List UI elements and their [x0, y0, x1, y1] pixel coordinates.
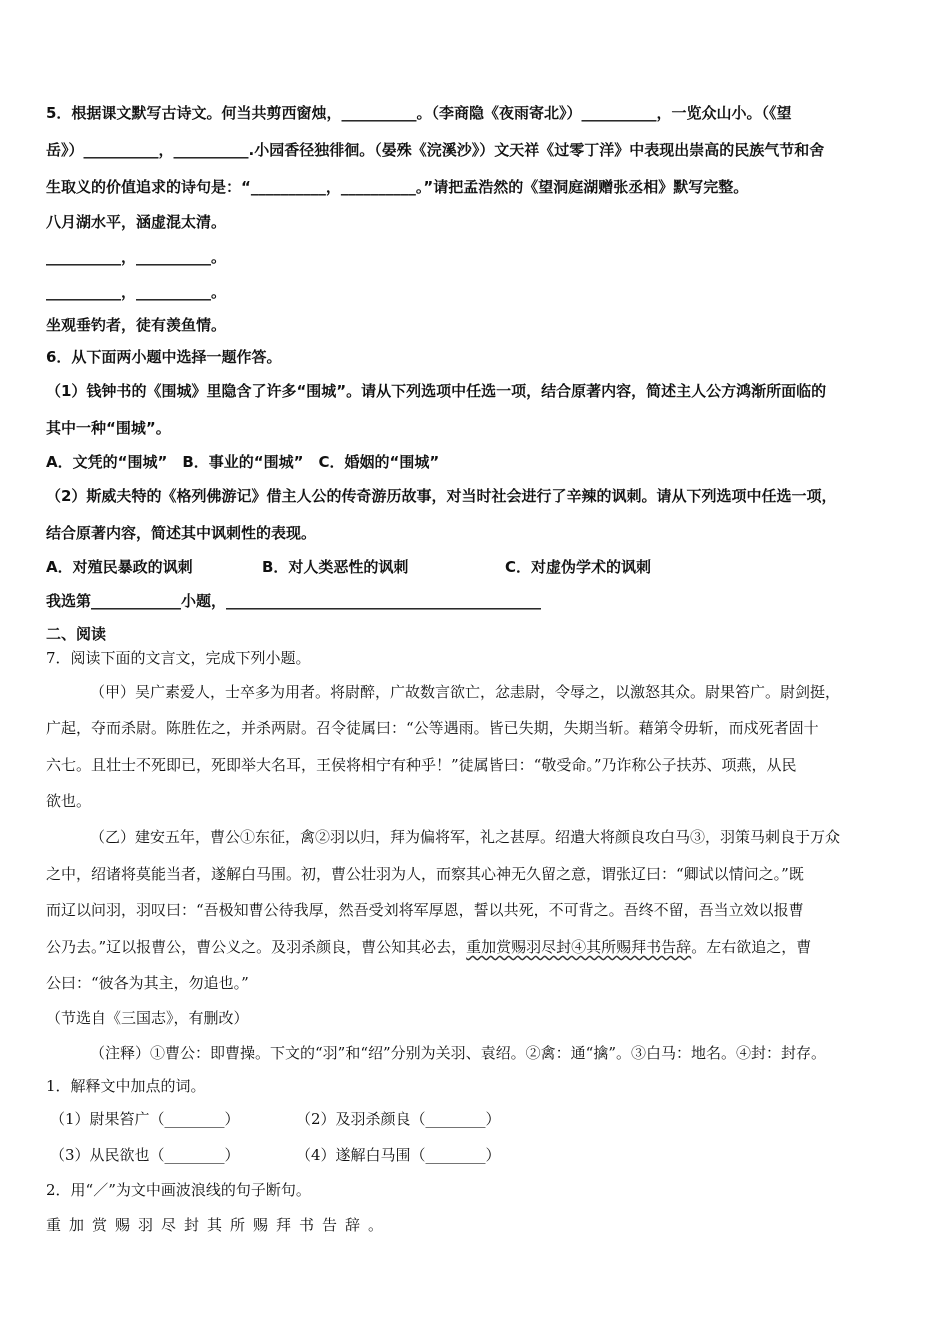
q6-line-2: （1）钱钟书的《围城》里隐含了许多“围城”。请从下列选项中任选一项，结合原著内容，简述主人公方鸿渐所面临的 — [46, 382, 827, 400]
q7-yi-line-3: 而辽以问羽，羽叹曰：“吾极知曹公待我厚，然吾受刘将军厚恩，誓以共死，不可背之。吾终不留，吾当立效以报曹 — [46, 901, 804, 919]
q7-jia-line-4: 欲也。 — [46, 792, 92, 810]
q6-option-b: B．对人类恶性的讽刺 — [262, 558, 409, 576]
q7-note: （注释）①曹公：即曹操。下文的“羽”和“绍”分别为关羽、袁绍。②禽：通“擒”。③白马：地名。④封：封存。 — [90, 1044, 827, 1062]
q7-jia-line-2: 广起，夺而杀尉。陈胜佐之，并杀两尉。召令徒属曰：“公等遇雨。皆已失期，失期当斩。藉第令毋斩，而戍死者固十 — [46, 719, 819, 737]
q6-line-6: 结合原著内容，简述其中讽刺性的表现。 — [46, 524, 317, 542]
q5-line-5: __________，__________。 — [46, 248, 227, 266]
section-title: 二、阅读 — [46, 625, 107, 643]
q7-sub1-title: 1．解释文中加点的词。 — [46, 1077, 206, 1095]
q6-line-3: 其中一种“围城”。 — [46, 419, 171, 437]
q5-line-4: 八月湖水平，涵虚混太清。 — [46, 213, 227, 231]
q7-sub1-item-4: （4）遂解白马围（________） — [296, 1146, 501, 1164]
q5-line-3: 生取义的价值追求的诗句是：“__________，__________。”请把孟浩然的《望洞庭湖赠张丞相》默写完整。 — [46, 178, 749, 196]
q7-jia-line-1: （甲）吴广素爱人，士卒多为用者。将尉醉，广故数言欲亡，忿恚尉，令辱之，以激怒其众。尉果笞广。尉剑挺， — [90, 683, 841, 701]
q6-line-1: 6．从下面两小题中选择一题作答。 — [46, 348, 282, 366]
q6-answer-line: 我选第____________小题，__________________________________________ — [46, 592, 542, 610]
q7-jia-line-3: 六七。且壮士不死即已，死即举大名耳，王侯将相宁有种乎！”徒属皆曰：“敬受命。”乃诈称公子扶苏、项燕，从民 — [46, 756, 797, 774]
q7-yi-line-5: 公曰：“彼各为其主，勿追也。” — [46, 974, 249, 992]
q7-sub2-title: 2．用“／”为文中画波浪线的句子断句。 — [46, 1181, 311, 1199]
q7-yi-line-2: 之中，绍诸将莫能当者，遂解白马围。初，曹公壮羽为人，而察其心神无久留之意，谓张辽曰：“卿试以情问之。”既 — [46, 865, 804, 883]
q7-yi-line-4-post: 。左右欲追之，曹 — [691, 938, 812, 956]
q7-sub1-item-1: （1）尉果笞广（________） — [50, 1110, 240, 1128]
q7-sub1-item-3: （3）从民欲也（________） — [50, 1146, 240, 1164]
q7-yi-line-1: （乙）建安五年，曹公①东征，禽②羽以归，拜为偏将军，礼之甚厚。绍遣大将颜良攻白马③，羽策马刺良于万众 — [90, 828, 841, 846]
q7-source: （节选自《三国志》，有删改） — [46, 1009, 249, 1027]
q6-option-c: C．对虚伪学术的讽刺 — [505, 558, 652, 576]
q6-option-a: A．对殖民暴政的讽刺 — [46, 558, 193, 576]
q6-line-5: （2）斯威夫特的《格列佛游记》借主人公的传奇游历故事，对当时社会进行了辛辣的讽刺。请从下列选项中任选一项， — [46, 487, 837, 505]
q7-yi-line-4 — [46, 937, 811, 957]
q7-sub1-item-2: （2）及羽杀颜良（________） — [296, 1110, 501, 1128]
q5-line-1: 5．根据课文默写古诗文。何当共剪西窗烛，__________。（李商隐《夜雨寄北》）__________，一览众山小。（《望 — [46, 104, 792, 122]
q7-sub2-sentence: 重加赏赐羽尽封其所赐拜书告辞。 — [46, 1216, 392, 1234]
wavy-underlined-sentence: 重加赏赐羽尽封④其所赐拜书告辞 — [466, 938, 692, 956]
q5-line-7: 坐观垂钓者，徒有羡鱼情。 — [46, 316, 227, 334]
q5-line-2: 岳》）__________，__________.小园香径独徘徊。（晏殊《浣溪沙》）文天祥《过零丁洋》中表现出崇高的民族气节和舍 — [46, 141, 825, 159]
q5-line-6: __________，__________。 — [46, 283, 227, 301]
q7-intro: 7．阅读下面的文言文，完成下列小题。 — [46, 649, 311, 667]
q6-line-4: A．文凭的“围城” B．事业的“围城” C．婚姻的“围城” — [46, 453, 440, 471]
q7-yi-line-4-pre: 公乃去。”辽以报曹公，曹公义之。及羽杀颜良，曹公知其必去， — [46, 938, 467, 956]
